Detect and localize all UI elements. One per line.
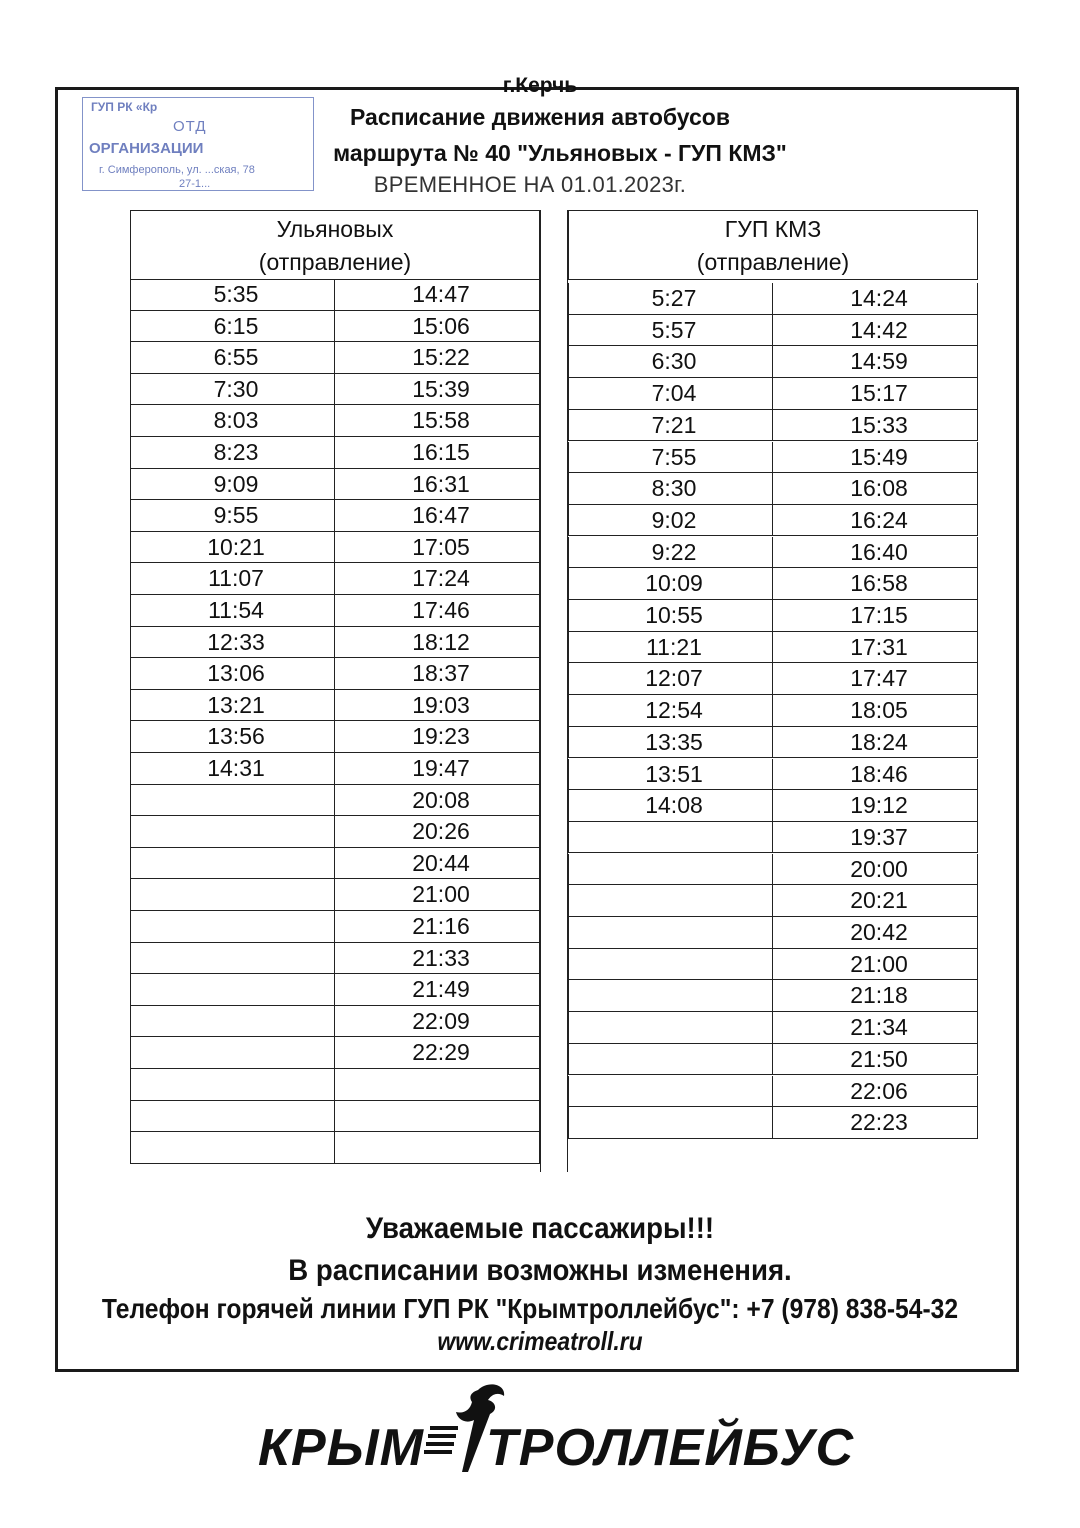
left-time-cell: 11:07 — [208, 565, 264, 592]
left-time-cell — [171, 1069, 301, 1100]
cell-divider — [334, 627, 335, 658]
cell-divider — [772, 410, 773, 441]
table-row — [568, 1107, 978, 1139]
right-time-cell — [609, 854, 739, 885]
left-time-cell: 17:46 — [412, 597, 470, 623]
table-row — [568, 727, 978, 759]
table-row — [568, 346, 978, 378]
right-time-cell — [609, 1044, 739, 1075]
cell-divider — [772, 854, 773, 885]
right-time-cell: 16:08 — [850, 475, 908, 502]
table-row — [130, 500, 540, 532]
cell-divider — [334, 1069, 335, 1100]
logo-text-left: КРЫМ — [258, 1419, 424, 1477]
left-time-cell: 19:23 — [412, 723, 470, 750]
left-time-cell — [171, 974, 301, 1005]
cell-divider — [772, 759, 773, 790]
table-row — [130, 1101, 540, 1133]
left-time-cell: 16:47 — [412, 502, 470, 529]
table-row — [568, 949, 978, 981]
table-row — [568, 505, 978, 537]
cell-divider — [334, 721, 335, 752]
left-time-cell — [171, 816, 301, 847]
left-time-cell: 20:26 — [412, 818, 470, 845]
table-row — [568, 568, 978, 600]
right-time-cell: 12:07 — [645, 665, 703, 692]
table-row — [568, 1012, 978, 1044]
right-time-cell: 15:33 — [850, 411, 908, 438]
table-row — [568, 980, 978, 1012]
cell-divider — [772, 283, 773, 314]
left-time-cell: 5:35 — [213, 281, 259, 307]
route-title: маршрута № 40 "Ульяновых - ГУП КМЗ" — [333, 140, 787, 166]
table-row — [130, 690, 540, 722]
passenger-greeting: Уважаемые пассажиры!!! — [365, 1212, 715, 1245]
table-row — [568, 917, 978, 949]
right-time-cell: 15:17 — [850, 380, 908, 407]
cell-divider — [334, 1006, 335, 1037]
table-row — [130, 532, 540, 564]
cell-divider — [772, 1076, 773, 1107]
table-row — [130, 627, 540, 659]
right-time-cell: 9:22 — [651, 538, 697, 565]
right-time-cell: 9:02 — [651, 506, 697, 533]
left-time-cell — [171, 879, 301, 910]
cell-divider — [772, 442, 773, 473]
table-row — [130, 279, 540, 311]
cell-divider — [334, 879, 335, 910]
cell-divider — [772, 473, 773, 504]
table-row — [568, 663, 978, 695]
cell-divider — [334, 816, 335, 847]
cell-divider — [334, 785, 335, 816]
table-row — [568, 315, 978, 347]
right-time-cell: 17:15 — [850, 602, 908, 628]
table-row — [568, 1076, 978, 1108]
left-time-cell: 18:12 — [412, 628, 470, 655]
right-time-cell: 14:42 — [850, 316, 908, 343]
cell-divider — [772, 727, 773, 758]
left-time-cell — [171, 911, 301, 942]
table-row — [130, 563, 540, 595]
table-row — [568, 442, 978, 474]
table-row — [130, 595, 540, 627]
cell-divider — [334, 848, 335, 879]
table-row — [568, 378, 978, 410]
cell-divider — [772, 1012, 773, 1043]
right-time-cell: 18:05 — [850, 697, 908, 724]
table-row — [130, 1006, 540, 1038]
table-row — [130, 374, 540, 406]
cell-divider — [772, 790, 773, 821]
cell-divider — [334, 500, 335, 531]
left-time-cell: 13:06 — [207, 660, 265, 687]
cell-divider — [334, 342, 335, 373]
stamp-line-3: ОРГАНИЗАЦИИ — [89, 140, 204, 157]
table-row — [130, 1037, 540, 1069]
left-header-departure: (отправление) — [258, 249, 412, 275]
cell-divider — [772, 568, 773, 599]
left-time-cell: 8:03 — [213, 407, 259, 434]
cell-divider — [772, 885, 773, 916]
right-time-cell: 16:40 — [850, 538, 908, 565]
left-time-cell: 21:33 — [412, 944, 470, 971]
left-time-cell: 16:15 — [412, 439, 470, 465]
left-time-cell — [376, 1069, 506, 1100]
cell-divider — [334, 532, 335, 563]
right-time-cell: 21:50 — [850, 1045, 908, 1072]
cell-divider — [334, 279, 335, 310]
cell-divider — [772, 917, 773, 948]
left-header-stop: Ульяновых — [276, 216, 394, 242]
left-time-cell: 19:03 — [412, 691, 470, 718]
table-row — [130, 437, 540, 469]
right-column-header — [568, 210, 978, 280]
right-time-cell: 21:18 — [850, 982, 908, 1009]
table-row — [568, 822, 978, 854]
cell-divider — [334, 974, 335, 1005]
cell-divider — [334, 753, 335, 784]
cell-divider — [334, 374, 335, 405]
right-time-cell — [609, 1076, 739, 1107]
cell-divider — [772, 695, 773, 726]
left-time-cell — [171, 1101, 301, 1132]
left-time-cell: 11:54 — [208, 597, 264, 623]
table-row — [130, 785, 540, 817]
cell-divider — [772, 980, 773, 1011]
right-time-cell: 20:42 — [850, 919, 908, 945]
table-row — [130, 816, 540, 848]
table-row — [130, 469, 540, 501]
page-title: Расписание движения автобусов — [350, 104, 730, 130]
right-time-cell: 18:24 — [850, 728, 908, 755]
table-row — [130, 911, 540, 943]
left-time-cell: 15:58 — [412, 407, 470, 434]
table-row — [130, 848, 540, 880]
cell-divider — [772, 346, 773, 377]
table-row — [130, 342, 540, 374]
left-time-cell: 7:30 — [213, 375, 259, 402]
table-row — [568, 695, 978, 727]
table-row — [568, 537, 978, 569]
stamp-line-5: 27-1... — [179, 178, 211, 190]
left-time-cell — [171, 943, 301, 974]
right-time-cell — [609, 949, 739, 980]
cell-divider — [334, 658, 335, 689]
right-time-cell: 19:37 — [850, 823, 908, 850]
stamp-line-4: г. Симферополь, ул. ...ская, 78 — [99, 164, 255, 176]
stamp-line-2: ОТД — [173, 118, 207, 135]
left-time-cell: 10:21 — [207, 533, 265, 560]
right-time-cell — [609, 885, 739, 916]
table-row — [130, 1132, 540, 1164]
right-time-cell — [609, 980, 739, 1011]
hotline-phone: Телефон горячей линии ГУП РК "Крымтроллейбус": +7 (978) 838-54-32 — [101, 1293, 959, 1324]
cell-divider — [334, 1132, 335, 1163]
cell-divider — [772, 632, 773, 663]
left-time-cell: 15:39 — [412, 375, 470, 402]
right-time-cell: 7:21 — [651, 411, 697, 438]
left-time-cell: 6:15 — [213, 312, 259, 339]
cell-divider — [772, 600, 773, 631]
left-time-cell: 20:44 — [412, 849, 470, 876]
right-time-cell: 10:09 — [645, 570, 703, 597]
table-row — [130, 721, 540, 753]
cell-divider — [772, 537, 773, 568]
cell-divider — [772, 1107, 773, 1138]
table-row — [130, 879, 540, 911]
left-time-cell — [171, 1132, 301, 1163]
right-time-cell: 12:54 — [645, 697, 703, 724]
right-time-cell: 13:35 — [645, 728, 703, 755]
cell-divider — [772, 1044, 773, 1075]
cell-divider — [334, 595, 335, 626]
left-time-cell: 15:06 — [412, 312, 470, 339]
table-row — [568, 473, 978, 505]
right-time-cell: 13:51 — [645, 760, 703, 787]
cell-divider — [772, 949, 773, 980]
left-time-cell: 16:31 — [412, 470, 470, 497]
cell-divider — [772, 378, 773, 409]
cell-divider — [772, 315, 773, 346]
right-time-cell: 17:31 — [850, 633, 908, 660]
left-time-cell: 8:23 — [213, 439, 259, 465]
right-time-cell — [609, 822, 739, 853]
logo-text-right: ТРОЛЛЕЙБУС — [486, 1419, 855, 1477]
left-time-cell: 21:00 — [412, 881, 470, 908]
temporary-notice: ВРЕМЕННОЕ НА 01.01.2023г. — [373, 172, 687, 197]
left-time-cell: 17:24 — [412, 565, 470, 592]
left-time-cell: 19:47 — [412, 755, 470, 781]
right-time-cell: 7:55 — [651, 443, 697, 470]
cell-divider — [772, 822, 773, 853]
left-time-cell — [171, 1006, 301, 1037]
right-time-cell: 10:55 — [645, 602, 703, 628]
right-time-cell: 17:47 — [850, 665, 908, 692]
left-time-cell: 6:55 — [213, 344, 259, 371]
table-row — [568, 600, 978, 632]
table-row — [568, 790, 978, 822]
left-time-cell: 15:22 — [412, 344, 470, 371]
stamp-line-1: ГУП РК «Кр — [91, 100, 158, 114]
left-time-cell — [171, 1037, 301, 1068]
table-row — [130, 405, 540, 437]
right-time-cell: 5:27 — [651, 285, 697, 311]
right-time-cell: 22:06 — [850, 1077, 908, 1104]
left-time-cell: 21:49 — [412, 976, 470, 1003]
table-row — [568, 283, 978, 315]
table-row — [568, 854, 978, 886]
right-time-cell: 19:12 — [850, 792, 908, 819]
right-time-cell: 14:24 — [850, 285, 908, 311]
right-time-cell: 8:30 — [651, 475, 697, 502]
cell-divider — [772, 505, 773, 536]
left-time-cell: 13:21 — [207, 691, 265, 718]
table-row — [130, 311, 540, 343]
table-row — [130, 1069, 540, 1101]
right-time-cell: 7:04 — [651, 380, 697, 407]
schedule-change-warning: В расписании возможны изменения. — [288, 1254, 792, 1287]
right-time-cell — [609, 917, 739, 948]
right-time-cell: 11:21 — [646, 633, 702, 660]
table-row — [568, 632, 978, 664]
right-time-cell — [609, 1012, 739, 1043]
left-time-cell: 20:08 — [412, 786, 470, 813]
table-row — [130, 753, 540, 785]
cell-divider — [334, 437, 335, 468]
right-time-cell: 22:23 — [850, 1109, 908, 1136]
right-time-cell: 14:08 — [645, 792, 703, 819]
left-time-cell: 18:37 — [412, 660, 470, 687]
right-time-cell: 18:46 — [850, 760, 908, 787]
cell-divider — [334, 563, 335, 594]
cell-divider — [334, 311, 335, 342]
right-time-cell: 20:00 — [850, 855, 908, 882]
left-time-cell: 14:47 — [412, 281, 470, 307]
cell-divider — [334, 469, 335, 500]
left-time-cell — [171, 848, 301, 879]
left-time-cell — [376, 1101, 506, 1132]
left-column-header — [130, 210, 540, 280]
right-time-cell: 6:30 — [651, 348, 697, 375]
table-row — [568, 759, 978, 791]
left-time-cell: 21:16 — [412, 913, 470, 939]
left-time-cell: 13:56 — [207, 723, 265, 750]
table-row — [568, 1044, 978, 1076]
right-time-cell: 21:00 — [850, 950, 908, 977]
cell-divider — [334, 1101, 335, 1132]
website-link[interactable]: www.crimeatroll.ru — [437, 1326, 643, 1356]
right-time-cell: 16:24 — [850, 506, 908, 533]
city-name: г.Керчь — [502, 74, 578, 97]
cell-divider — [334, 911, 335, 942]
right-time-cell: 16:58 — [850, 570, 908, 597]
right-time-cell — [609, 1107, 739, 1138]
left-time-cell — [376, 1132, 506, 1163]
table-row — [568, 410, 978, 442]
schedule-table — [130, 210, 975, 1172]
left-time-cell: 22:29 — [412, 1039, 470, 1066]
left-time-cell: 14:31 — [207, 755, 265, 781]
right-time-cell: 14:59 — [850, 348, 908, 375]
cell-divider — [772, 663, 773, 694]
crimeatroll-logo — [258, 1380, 855, 1480]
left-time-cell: 12:33 — [207, 628, 265, 655]
table-row — [130, 974, 540, 1006]
left-time-cell: 9:09 — [213, 470, 259, 497]
right-time-cell: 15:49 — [850, 443, 908, 470]
cell-divider — [334, 690, 335, 721]
table-row — [568, 885, 978, 917]
right-time-cell: 20:21 — [850, 887, 908, 914]
right-header-stop: ГУП КМЗ — [724, 216, 822, 242]
table-row — [130, 658, 540, 690]
cell-divider — [334, 1037, 335, 1068]
right-time-cell: 21:34 — [850, 1014, 908, 1041]
table-row — [130, 943, 540, 975]
column-separator — [540, 210, 568, 1172]
cell-divider — [334, 405, 335, 436]
left-time-cell: 17:05 — [412, 533, 470, 560]
left-time-cell: 9:55 — [213, 502, 259, 529]
left-time-cell — [171, 785, 301, 816]
right-header-departure: (отправление) — [696, 249, 850, 275]
left-time-cell: 22:09 — [412, 1007, 470, 1034]
right-time-cell: 5:57 — [651, 316, 697, 343]
cell-divider — [334, 943, 335, 974]
